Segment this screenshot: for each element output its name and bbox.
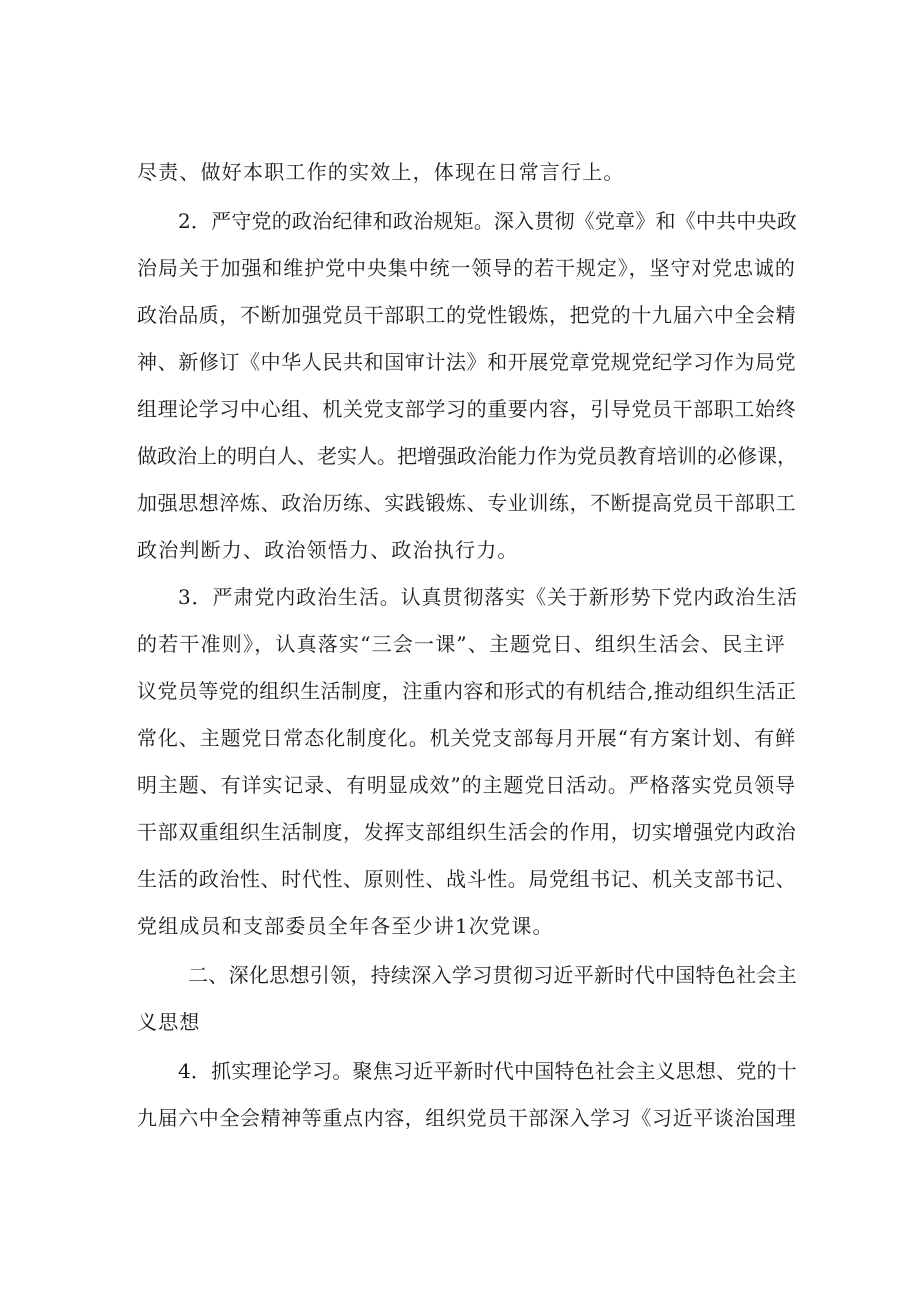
text-line: 加强思想淬炼、政治历练、实践锻炼、专业训练，不断提高党员干部职工 [137, 491, 797, 515]
text-line: 议党员等党的组织生活制度，注重内容和形式的有机结合,推动组织生活正 [137, 679, 797, 703]
text-line: 党组成员和支部委员全年各至少讲1次党课。 [137, 914, 554, 938]
text-line: 尽责、做好本职工作的实效上，体现在日常言行上。 [137, 160, 625, 184]
section-heading: 二、深化思想引领，持续深入学习贯彻习近平新时代中国特色社会主 [188, 963, 797, 987]
text-line: 干部双重组织生活制度，发挥支部组织生活会的作用，切实增强党内政治 [137, 820, 797, 844]
text-line: 九届六中全会精神等重点内容，组织党员干部深入学习《习近平谈治国理 [137, 1106, 797, 1130]
text-line: 生活的政治性、时代性、原则性、战斗性。局党组书记、机关支部书记、 [137, 867, 797, 891]
text-line: 政治品质，不断加强党员干部职工的党性锻炼，把党的十九届六中全会精 [137, 303, 797, 327]
text-line: 3．严肃党内政治生活。认真贯彻落实《关于新形势下党内政治生活 [178, 585, 798, 609]
text-line: 常化、主题党日常态化制度化。机关党支部每月开展“有方案计划、有鲜 [137, 726, 797, 750]
text-line: 做政治上的明白人、老实人。把增强政治能力作为党员教育培训的必修课， [137, 444, 797, 468]
text-line: 的若干准则》，认真落实“三会一课”、主题党日、组织生活会、民主评 [137, 632, 786, 656]
text-line: 治局关于加强和维护党中央集中统一领导的若干规定》，坚守对党忠诚的 [137, 256, 796, 280]
text-line: 2．严守党的政治纪律和政治规矩。深入贯彻《党章》和《中共中央政 [178, 209, 797, 233]
text-line: 政治判断力、政治领悟力、政治执行力。 [137, 538, 519, 562]
section-heading: 义思想 [137, 1010, 201, 1034]
text-line: 神、新修订《中华人民共和国审计法》和开展党章党规党纪学习作为局党 [137, 350, 797, 374]
text-line: 4．抓实理论学习。聚焦习近平新时代中国特色社会主义思想、党的十 [178, 1059, 797, 1083]
text-line: 组理论学习中心组、机关党支部学习的重要内容，引导党员干部职工始终 [137, 397, 797, 421]
text-line: 明主题、有详实记录、有明显成效”的主题党日活动。严格落实党员领导 [137, 773, 797, 797]
